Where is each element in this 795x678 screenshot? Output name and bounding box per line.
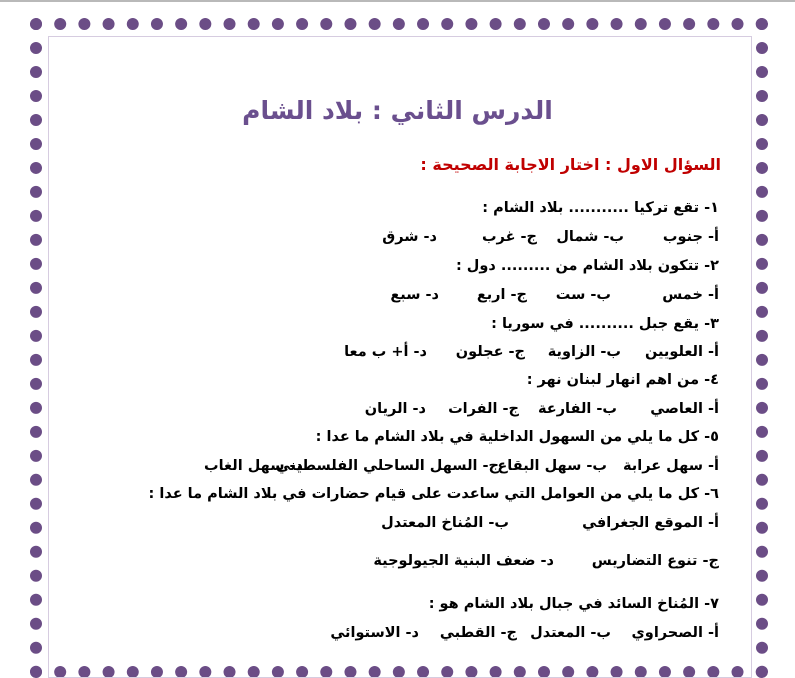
option-a: أ- الموقع الجغرافي [582, 515, 719, 531]
option-c: ج- القطبي [439, 625, 517, 641]
question-5: ٥- كل ما يلي من السهول الداخلية في بلاد الشام ما عدا : [315, 429, 719, 445]
option-d: د- الريان [364, 401, 426, 417]
question-3: ٣- يقع جبل .......... في سوريا : [491, 316, 719, 332]
question-7-options [330, 625, 719, 641]
question-5-options [204, 458, 719, 474]
option-d: د- سهل الغاب [204, 458, 303, 474]
option-a: أ- العلويين [644, 344, 719, 360]
option-b: ب- شمال [556, 229, 624, 245]
top-divider [0, 0, 795, 2]
question-1: ١- تقع تركيا ........... بلاد الشام : [482, 200, 719, 216]
question-6: ٦- كل ما يلي من العوامل التي ساعدت على قيام حضارات في بلاد الشام ما عدا : [148, 486, 719, 502]
question-2-options [390, 287, 719, 303]
option-d: د- أ+ ب معا [344, 344, 427, 360]
option-c: ج- السهل الساحلي الفلسطيني [275, 458, 499, 474]
option-c: ج- اربع [476, 287, 527, 303]
option-b: ب- المُناخ المعتدل [381, 515, 509, 531]
option-b: ب- الزاوية [547, 344, 621, 360]
question-4-options [365, 401, 719, 417]
option-d: د- الاستوائي [330, 625, 419, 641]
option-d: د- ضعف البنية الجيولوجية [373, 553, 554, 569]
option-a: أ- خمس [662, 287, 719, 303]
option-d: د- شرق [382, 229, 437, 245]
option-b: ب- الفارعة [538, 401, 617, 417]
option-b: ب- سهل البقاع [497, 458, 607, 474]
question-4: ٤- من اهم انهار لبنان نهر : [526, 372, 719, 388]
question-7: ٧- المُناخ السائد في جبال بلاد الشام هو : [428, 596, 719, 612]
question-1-options [382, 229, 719, 245]
option-c: ج- الفرات [448, 401, 519, 417]
option-a: أ- العاصي [650, 401, 719, 417]
question-2: ٢- تتكون بلاد الشام من ......... دول : [455, 258, 719, 274]
option-b: ب- المعتدل [530, 625, 611, 641]
option-d: د- سبع [390, 287, 439, 303]
option-c: ج- غرب [481, 229, 537, 245]
option-a: أ- جنوب [662, 229, 719, 245]
question-6-options [381, 515, 719, 531]
option-a: أ- سهل عرابة [623, 458, 719, 474]
question-6-options-row-2 [373, 553, 719, 569]
option-c: ج- عجلون [455, 344, 525, 360]
option-a: أ- الصحراوي [631, 625, 719, 641]
question-3-options [344, 344, 719, 360]
section-title: السؤال الاول : اختار الاجابة الصحيحة : [420, 155, 721, 174]
option-c: ج- تنوع التضاريس [591, 553, 719, 569]
option-b: ب- ست [555, 287, 611, 303]
page-title: الدرس الثاني : بلاد الشام [242, 96, 553, 125]
